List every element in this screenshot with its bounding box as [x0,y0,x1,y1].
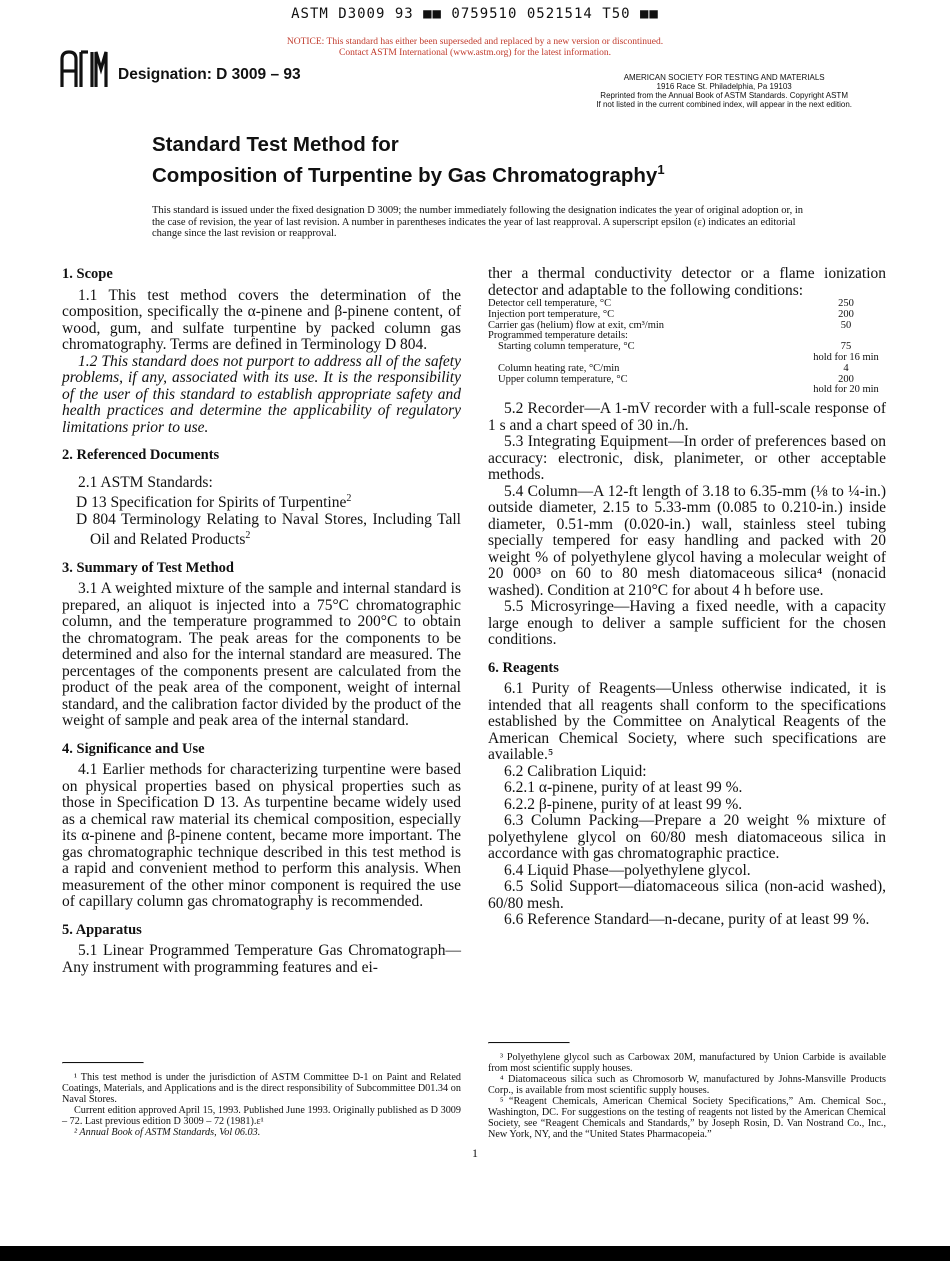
condition-label: Column heating rate, °C/min [498,362,620,374]
condition-row [488,364,886,375]
ref-d804: D 804 Terminology Relating to Naval Stores, Including Tall Oil and Related Products$^2$ [76,510,461,549]
footnote-4: ⁴ Diatomaceous silica such as Chromosorb W, manufactured by Johns-Mansville Products Corp., is available from most scientific supply houses. [488,1074,886,1096]
condition-row [488,310,886,321]
footnote-2: ² Annual Book of ASTM Standards, Vol 06.03. [74,1127,261,1138]
document-title [152,132,665,188]
condition-label: Upper column temperature, °C [498,373,628,385]
left-footnotes [62,1062,461,1138]
section-2-heading: 2. Referenced Documents [62,447,220,463]
footnote-3: ³ Polyethylene glycol such as Carbowax 20M, manufactured by Union Carbide is available from most scientific supply houses. [488,1052,886,1074]
para-6-2: 6.2 Calibration Liquid: [504,762,647,780]
right-column [488,266,886,929]
condition-value: 50 [840,319,852,331]
society-name: AMERICAN SOCIETY FOR TESTING AND MATERIALS [623,73,825,82]
condition-value: 200 [838,373,854,385]
designation: Designation: D 3009 – 93 [118,66,301,83]
condition-value: 75 [840,341,852,353]
para-5-1-cont: ther a thermal conductivity detector or a flame ionization detector and adaptable to the following conditions: [488,265,886,299]
right-footnotes [488,1042,886,1140]
condition-value: hold for 16 min [813,351,879,363]
section-4-heading: 4. Significance and Use [62,740,205,757]
para-6-5: 6.5 Solid Support—diatomaceous silica (non-acid washed), 60/80 mesh. [488,878,886,912]
edition-note: If not listed in the current combined index, will appear in the next edition. [596,100,852,109]
title-footnote-mark: 1 [657,162,665,177]
condition-value: 4 [843,362,849,374]
para-5-5: 5.5 Microsyringe—Having a fixed needle, with a capacity large enough to deliver a sample sufficient for the chosen conditions. [488,598,886,649]
notice-line-1: NOTICE: This standard has either been superseded and replaced by a new version or discontinued. [286,37,664,47]
condition-label: Detector cell temperature, °C [488,298,612,309]
para-6-2-2: 6.2.2 β-pinene, purity of at least 99 %. [504,795,743,813]
para-6-4: 6.4 Liquid Phase—polyethylene glycol. [504,861,751,879]
section-3-heading: 3. Summary of Test Method [62,559,234,576]
footnote-1b: Current edition approved April 15, 1993. Published June 1993. Originally published as D 3009 – 72. Last previous edition D 3009 – 72 (1981).ε¹ [62,1105,461,1127]
document-code-line: ASTM D3009 93 ■■ 0759510 0521514 T50 ■■ [291,6,659,22]
notice-line-2: Contact ASTM International (www.astm.org) for the latest information. [338,48,611,58]
para-2-1: 2.1 ASTM Standards: [78,473,213,491]
condition-value: 200 [838,308,854,320]
ref-d13: D 13 Specification for Spirits of Turpentine$^2$ [76,493,352,512]
title-line-1: Standard Test Method for [152,133,399,156]
para-6-2-1: 6.2.1 α-pinene, purity of at least 99 %. [504,779,743,797]
para-1-1: 1.1 This test method covers the determination of the composition, specifically the α-pinene and β-pinene content, of wood, gum, and sulfate turpentine by packed column gas chromatography. Terms are defined in Terminology D 804. [62,286,461,353]
condition-value: 250 [838,298,854,309]
society-block [596,73,852,109]
condition-value: hold for 20 min [813,384,879,396]
conditions-table [488,299,886,396]
footnote-5: ⁵ “Reagent Chemicals, American Chemical Society Specifications,” Am. Chemical Soc., Washington, DC. For suggestions on the testing of reagents not listed by the American Chemical Society, see “Reagent Chemicals and Standards,” by Joseph Rosin, D. Van Nostrand Co., Inc., New York, NY, and the “United States Pharmacopeia.” [488,1096,886,1140]
condition-row [488,385,886,396]
section-1-heading: 1. Scope [62,266,113,282]
footnote-1: ¹ This test method is under the jurisdiction of ASTM Committee D-1 on Paint and Related Coatings, Materials, and Applications and is the direct responsibility of Subcommittee D01.34 on Naval Stores. [62,1072,461,1105]
condition-label: Programmed temperature details: [488,330,628,342]
section-6-heading: 6. Reagents [488,659,559,676]
astm-logo-icon [58,47,110,91]
condition-label: Carrier gas (helium) flow at exit, cm³/min [488,319,665,331]
condition-label: Starting column temperature, °C [498,341,635,353]
para-6-1: 6.1 Purity of Reagents—Unless otherwise indicated, it is intended that all reagents shall conform to the specifications established by the Committee on Analytical Reagents of the American Chemical Society, where such specifications are available.⁵ [488,680,886,764]
para-6-3: 6.3 Column Packing—Prepare a 20 weight % mixture of polyethylene glycol on 60/80 mesh diatomaceous silica in accordance with gas chromatographic practice. [488,812,886,863]
para-4-1: 4.1 Earlier methods for characterizing turpentine were based on physical properties based on physical properties such as those in Specification D 13. As turpentine became widely used as a chemical raw material its chemical composition, especially its α-pinene and β-pinene content, became more important. The gas chromatographic technique described in this test method is a rapid and convenient method to perform this analysis. When measurement of the other minor component is required the use of capillary column gas chromatography is recommended. [62,761,461,911]
scan-bottom-bar [0,1246,950,1261]
para-1-2: 1.2 This standard does not purport to address all of the safety problems, if any, associated with its use. It is the responsibility of the user of this standard to establish appropriate safety and health practices and determine the applicability of regulatory limitations prior to use. [62,352,461,436]
reprint-note: Reprinted from the Annual Book of ASTM Standards. Copyright ASTM [600,91,848,100]
issued-note: This standard is issued under the fixed designation D 3009; the number immediately following the designation indicates the year of original adoption or, in the case of revision, the year of last revision. A number in parentheses indicates the year of last reapproval. A superscript epsilon (ε) indicates an editorial change since the last revision or reapproval. [152,205,804,239]
para-5-3: 5.3 Integrating Equipment—In order of preferences based on accuracy: electronic, disk, planimeter, or other acceptable methods. [488,433,886,484]
left-column [62,266,461,976]
para-3-1: 3.1 A weighted mixture of the sample and internal standard is prepared, an aliquot is injected into a 75°C chromatographic column, and the temperature programmed to 200°C to obtain the chromatogram. The peak areas for the components to be determined and also for the internal standard are measured. The percentages of the components present are calculated from the product of the peak area of the component, weight of internal standard, and the calibration factor divided by the product of the weight of sample and peak area of the internal standard. [62,580,461,730]
condition-label: Injection port temperature, °C [488,308,615,320]
title-line-2: Composition of Turpentine by Gas Chromatography [152,163,658,187]
section-5-heading: 5. Apparatus [62,921,142,938]
society-address: 1916 Race St. Philadelphia, Pa 19103 [656,82,792,91]
para-5-2: 5.2 Recorder—A 1-mV recorder with a full-scale response of 1 s and a chart speed of 30 in./h. [488,400,886,434]
para-5-4: 5.4 Column—A 12-ft length of 3.18 to 6.35-mm (⅛ to ¼-in.) outside diameter, 2.15 to 5.33-mm (0.085 to 0.210-in.) inside diameter, 0.51-mm (0.020-in.) wall, stainless steel tubing specially tempered for easy handling and packed with 20 weight % of polyethylene glycol having a molecular weight of 20 000³ on 60 to 80 mesh diatomaceous silica⁴ (nonacid washed). Condition at 210°C for about 4 h before use. [488,482,886,599]
para-5-1: 5.1 Linear Programmed Temperature Gas Chromatograph—Any instrument with programming features and ei- [62,942,461,976]
condition-label [488,385,806,396]
para-6-6: 6.6 Reference Standard—n-decane, purity of at least 99 %. [504,911,870,929]
page-number: 1 [472,1146,478,1160]
